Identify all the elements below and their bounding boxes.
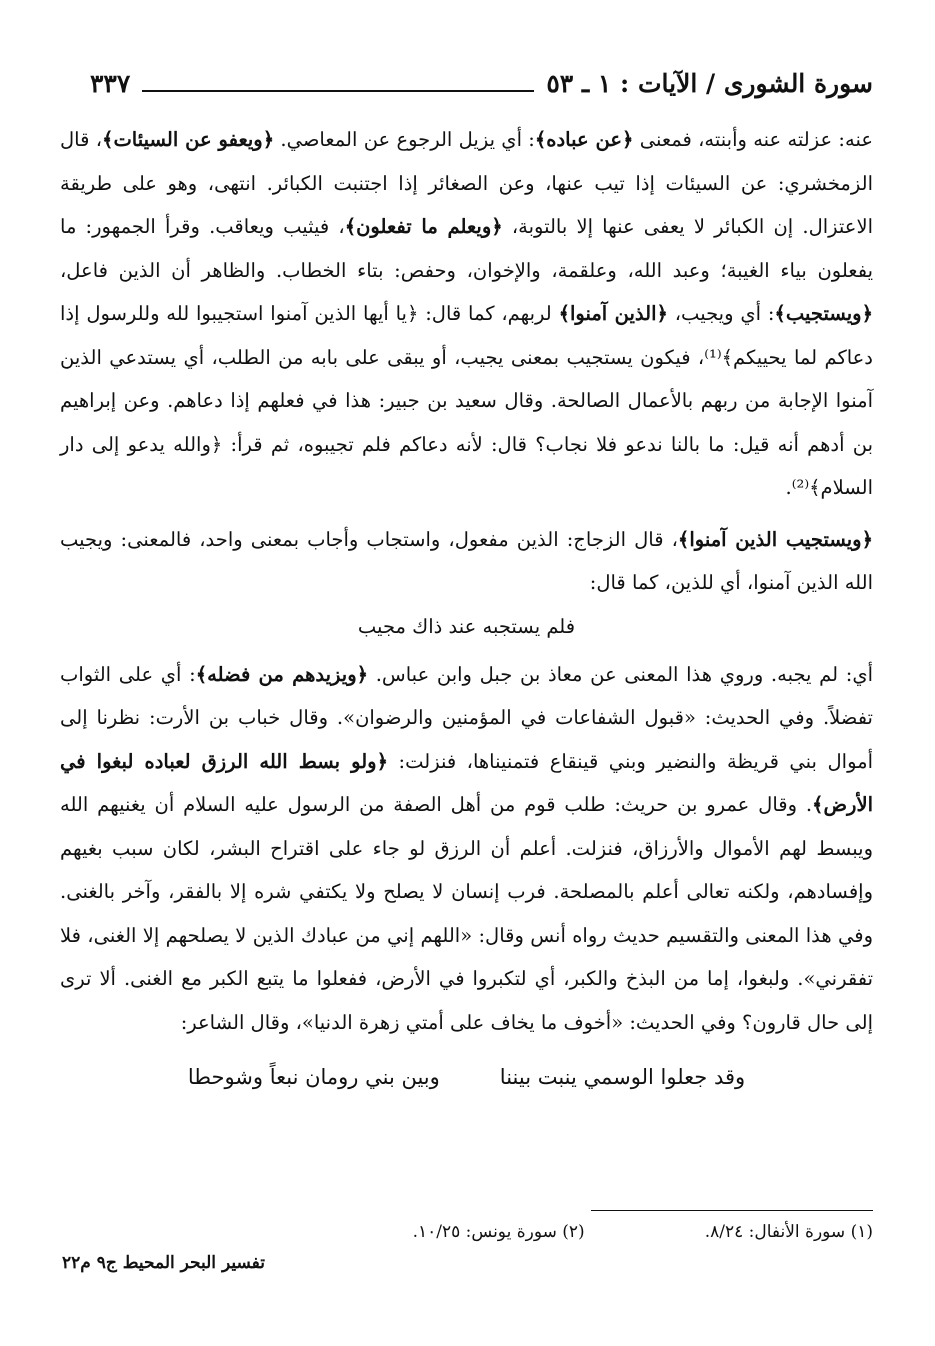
quran-quote: ﴿ويستجيب﴾ <box>774 302 874 325</box>
text-run: . وقال عمرو بن حريث: طلب قوم من أهل الصفة من الرسول عليه السلام أن يغنيهم الله ويبسط لهم الأموال والأرزاق، فنزلت. أعلم أن الرزق لو جاء على اقتراح البشر، لكان سبب بغيهم وإفسادهم، ولكنه تعالى أعلم بالمصلحة. فرب إنسان لا يصلح ولا يكتفي شره إلا بالفقر، وآخر بالغنى. وفي هذا المعنى والتقسيم حديث رواه أنس وقال: «اللهم إني من عبادك الذين لا يصلحهم إلا الغنى، فلا تفقرني». ولبغوا، إما من البذخ والكبر، أي لتكبروا في الأرض، ففعلوا ما يتبع الكبر مع الغنى. ألا ترى إلى حال قارون؟ وفي الحديث: «أخوف ما يخاف على أمتي زهرة الدنيا»، وقال الشاعر: <box>60 793 873 1034</box>
text-run: . <box>785 476 792 499</box>
running-header <box>90 62 873 102</box>
footnote-2: (٢) سورة يونس: ١٠/٢٥. <box>412 1222 585 1242</box>
text-run: ، قال الزمخشري: عن السيئات إذا تيب عنها، وعن الصغائر إذا اجتنبت الكبائر. انتهى، وهو على طريقة الاعتزال. إن الكبائر لا يعفى عنها إلا بالتوبة، <box>60 128 873 238</box>
commentary-body <box>60 118 873 1100</box>
text-run: : أي ويجيب، <box>667 302 775 325</box>
verse-line: فلم يستجبه عند ذاك مجيب <box>357 614 576 638</box>
quran-quote: ﴿الذين آمنوا﴾ <box>558 302 668 325</box>
text-run: عنه: عزلته عنه وأبنته، فمعنى <box>633 128 873 151</box>
quran-quote: ﴿عن عباده﴾ <box>534 128 634 151</box>
page-number: ٣٣٧ <box>90 69 131 98</box>
quran-quote: ﴿ويزيدهم من فضله﴾ <box>195 662 369 686</box>
surah-title: سورة الشورى / الآيات : ١ ـ ٥٣ <box>546 69 873 98</box>
quran-quote: ﴿والله يدعو إلى دار السلام﴾⁽²⁾ <box>60 432 873 499</box>
signature-line: تفسير البحر المحيط ج٩ م٢٢ <box>62 1253 265 1273</box>
paragraph-3 <box>60 653 873 1045</box>
quran-quote: ﴿ويعفو عن السيئات﴾ <box>102 128 275 151</box>
footnote-1: (١) سورة الأنفال: ٨/٢٤. <box>704 1222 873 1242</box>
text-run: : أي يزيل الرجوع عن المعاصي. <box>274 128 535 151</box>
text-run: ، فيكون يستجيب بمعنى يجيب، أو يبقى على بابه من الطلب، أي يستدعي الذين آمنوا الإجابة من ربهم بالأعمال الصالحة. وقال سعيد بن جبير: هذا في فعلهم إذا دعاهم. وعن إبراهيم بن أدهم أنه قيل: ما بالنا ندعو فلا نجاب؟ قال: لأنه دعاكم فلم تجيبوه، ثم قرأ: <box>60 345 873 456</box>
footnote-rule <box>591 1210 873 1211</box>
text-run: أي: لم يجبه. وروي هذا المعنى عن معاذ بن جبل وابن عباس. <box>368 662 873 686</box>
text-run: لربهم، كما قال: <box>418 302 559 325</box>
quran-quote: ﴿ويعلم ما تفعلون﴾ <box>344 215 503 238</box>
quran-quote: ﴿ولو بسط الله الرزق لعباده لبغوا في الأرض﴾ <box>60 749 873 816</box>
poem-first-hemistich: وقد جعلوا الوسمي ينبت بيننا <box>499 1065 746 1089</box>
footnotes <box>200 1222 873 1242</box>
poem-second-hemistich: وبين بني رومان نبعاً وشوحطا <box>187 1065 440 1089</box>
text-run: ، قال الزجاج: الذين مفعول، واستجاب وأجاب بمعنى واحد، فالمعنى: ويجيب الله الذين آمنوا، أي للذين، كما قال: <box>60 527 873 594</box>
quran-quote: ﴿يا أيها الذين آمنوا استجيبوا لله وللرسول إذا دعاكم لما يحييكم﴾⁽¹⁾ <box>60 302 873 369</box>
paragraph-2 <box>60 518 873 605</box>
poem-line <box>60 1056 873 1100</box>
header-rule <box>142 90 534 92</box>
paragraph-1 <box>60 118 873 510</box>
text-run: : أي على الثواب تفضلاً. وفي الحديث: «قبول الشفاعات في المؤمنين والرضوان». وقال خباب بن الأرت: نظرنا إلى أموال بني قريظة والنضير وبني قينقاع فتمنيناها، فنزلت: <box>60 662 873 773</box>
quran-quote: ﴿ويستجيب الذين آمنوا﴾ <box>677 527 873 551</box>
text-run: ، فيثيب ويعاقب. وقرأ الجمهور: ما يفعلون بياء الغيبة؛ وعبد الله، وعلقمة، والإخوان، وحفص: بتاء الخطاب. والظاهر أن الذين فاعل، <box>60 215 873 282</box>
